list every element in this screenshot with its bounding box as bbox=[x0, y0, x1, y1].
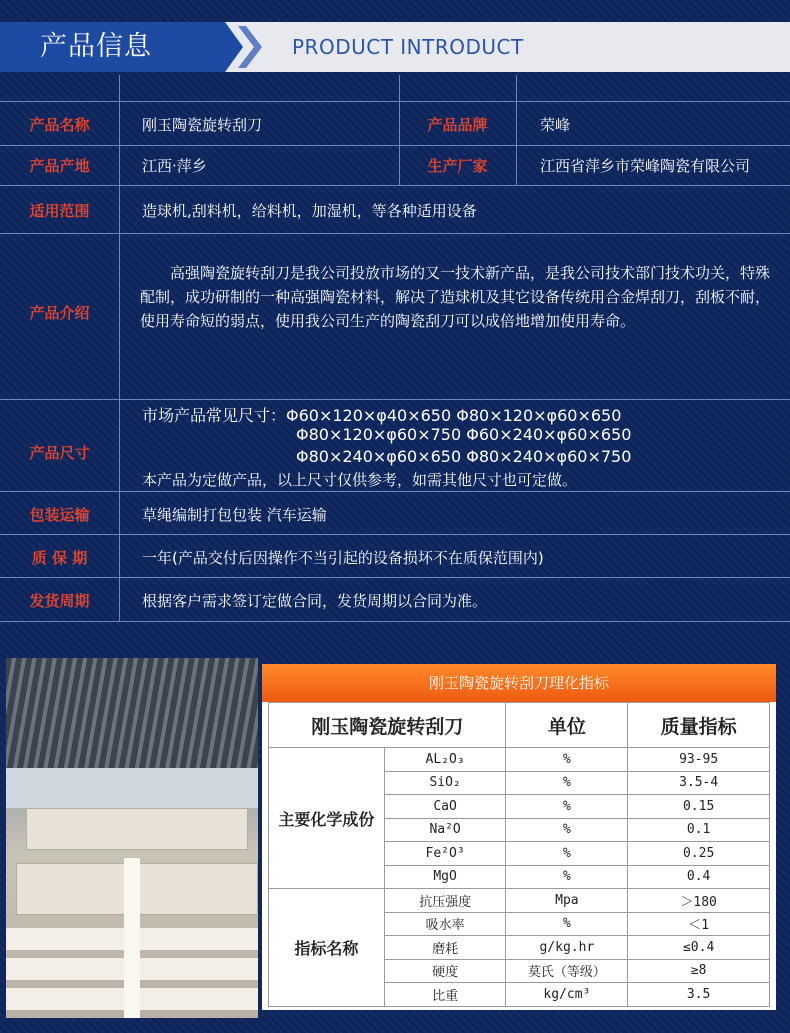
column-divider bbox=[119, 75, 120, 621]
label-shipping: 发货周期 bbox=[29, 592, 90, 610]
size-line: Φ80×120×φ60×750 Φ60×240×φ60×650 bbox=[296, 425, 632, 444]
factory-photo bbox=[6, 658, 258, 1018]
value-manufacturer: 江西省萍乡市荣峰陶瓷有限公司 bbox=[540, 157, 751, 175]
label-scope: 适用范围 bbox=[29, 202, 90, 220]
label-size: 产品尺寸 bbox=[29, 444, 90, 462]
photo-window bbox=[6, 768, 258, 808]
spec-cell: 莫氏（等级） bbox=[506, 959, 628, 983]
value-scope: 造球机,刮料机，给料机，加湿机，等各种适用设备 bbox=[142, 202, 477, 220]
spec-cell: Na²O bbox=[384, 818, 506, 842]
spec-cell: ≥8 bbox=[628, 959, 770, 983]
value-intro: 高强陶瓷旋转刮刀是我公司投放市场的又一技术新产品，是我公司技术部门技术功关，特殊配制，成功研制的一种高强陶瓷材料，解决了造球机及其它设备传统用合金焊刮刀，刮板不耐，使用寿命短的弱点，使用我公司生产的陶瓷刮刀可以成倍地增加使用寿命。 bbox=[140, 264, 771, 330]
spec-table bbox=[268, 702, 770, 1007]
spec-cell: SiO₂ bbox=[384, 771, 506, 795]
spec-cell: 比重 bbox=[384, 983, 506, 1007]
photo-rail bbox=[124, 858, 140, 1018]
value-shipping: 根据客户需求签订定做合同，发货周期以合同为准。 bbox=[142, 592, 488, 610]
spec-cell: % bbox=[506, 865, 628, 889]
spec-cell: 0.15 bbox=[628, 795, 770, 819]
header-title-cn: 产品信息 bbox=[40, 31, 152, 62]
spec-header-unit: 单位 bbox=[506, 703, 628, 748]
spec-header-quality: 质量指标 bbox=[628, 703, 770, 748]
value-warranty: 一年(产品交付后因操作不当引起的设备损坏不在质保范围内) bbox=[142, 549, 544, 567]
value-packaging: 草绳编制打包包装 汽车运输 bbox=[142, 506, 327, 524]
spec-cell: ＞180 bbox=[628, 889, 770, 913]
spec-cell: AL₂O₃ bbox=[384, 748, 506, 772]
label-product-name: 产品名称 bbox=[29, 116, 90, 134]
spec-cell: 抗压强度 bbox=[384, 889, 506, 913]
spec-table-title: 刚玉陶瓷旋转刮刀理化指标 bbox=[262, 664, 776, 702]
size-line: Φ80×240×φ60×650 Φ80×240×φ60×750 bbox=[296, 447, 632, 466]
spec-cell: % bbox=[506, 748, 628, 772]
label-packaging: 包装运输 bbox=[29, 506, 90, 524]
spec-cell: % bbox=[506, 842, 628, 866]
spec-cell: 0.1 bbox=[628, 818, 770, 842]
spec-header-product: 刚玉陶瓷旋转刮刀 bbox=[269, 703, 506, 748]
label-origin: 产品产地 bbox=[29, 157, 90, 175]
spec-cell: kg/cm³ bbox=[506, 983, 628, 1007]
column-divider bbox=[516, 75, 517, 185]
spec-group-chemical: 主要化学成份 bbox=[269, 748, 385, 889]
spec-cell: % bbox=[506, 818, 628, 842]
header-title-en: PRODUCT INTRODUCT bbox=[292, 35, 524, 59]
label-warranty: 质 保 期 bbox=[31, 549, 88, 567]
spec-cell: % bbox=[506, 912, 628, 936]
spec-cell: 0.25 bbox=[628, 842, 770, 866]
label-intro: 产品介绍 bbox=[29, 304, 90, 322]
spec-cell: ≤0.4 bbox=[628, 936, 770, 960]
spec-cell: % bbox=[506, 771, 628, 795]
spec-table-card bbox=[262, 664, 776, 1010]
value-origin: 江西·萍乡 bbox=[142, 157, 207, 175]
spec-cell: 3.5-4 bbox=[628, 771, 770, 795]
spec-cell: g/kg.hr bbox=[506, 936, 628, 960]
spec-cell: 吸水率 bbox=[384, 912, 506, 936]
value-product-name: 刚玉陶瓷旋转刮刀 bbox=[142, 116, 263, 134]
spec-cell: 3.5 bbox=[628, 983, 770, 1007]
photo-roof bbox=[6, 658, 258, 768]
spec-cell: 磨耗 bbox=[384, 936, 506, 960]
spec-cell: Fe²O³ bbox=[384, 842, 506, 866]
label-brand: 产品品牌 bbox=[427, 116, 488, 134]
size-note: 本产品为定做产品，以上尺寸仅供参考，如需其他尺寸也可定做。 bbox=[142, 471, 578, 489]
value-brand: 荣峰 bbox=[540, 116, 571, 134]
spec-cell: 硬度 bbox=[384, 959, 506, 983]
spec-cell: CaO bbox=[384, 795, 506, 819]
spec-cell: MgO bbox=[384, 865, 506, 889]
size-line: 市场产品常见尺寸：Φ60×120×φ40×650 Φ80×120×φ60×650 bbox=[142, 406, 622, 425]
spec-group-indicators: 指标名称 bbox=[269, 889, 385, 1007]
spec-cell: % bbox=[506, 795, 628, 819]
label-manufacturer: 生产厂家 bbox=[427, 157, 488, 175]
spec-cell: 0.4 bbox=[628, 865, 770, 889]
section-header bbox=[0, 22, 790, 72]
spec-cell: ＜1 bbox=[628, 912, 770, 936]
photo-shelf bbox=[26, 808, 248, 850]
spec-cell: 93-95 bbox=[628, 748, 770, 772]
spec-cell: Mpa bbox=[506, 889, 628, 913]
